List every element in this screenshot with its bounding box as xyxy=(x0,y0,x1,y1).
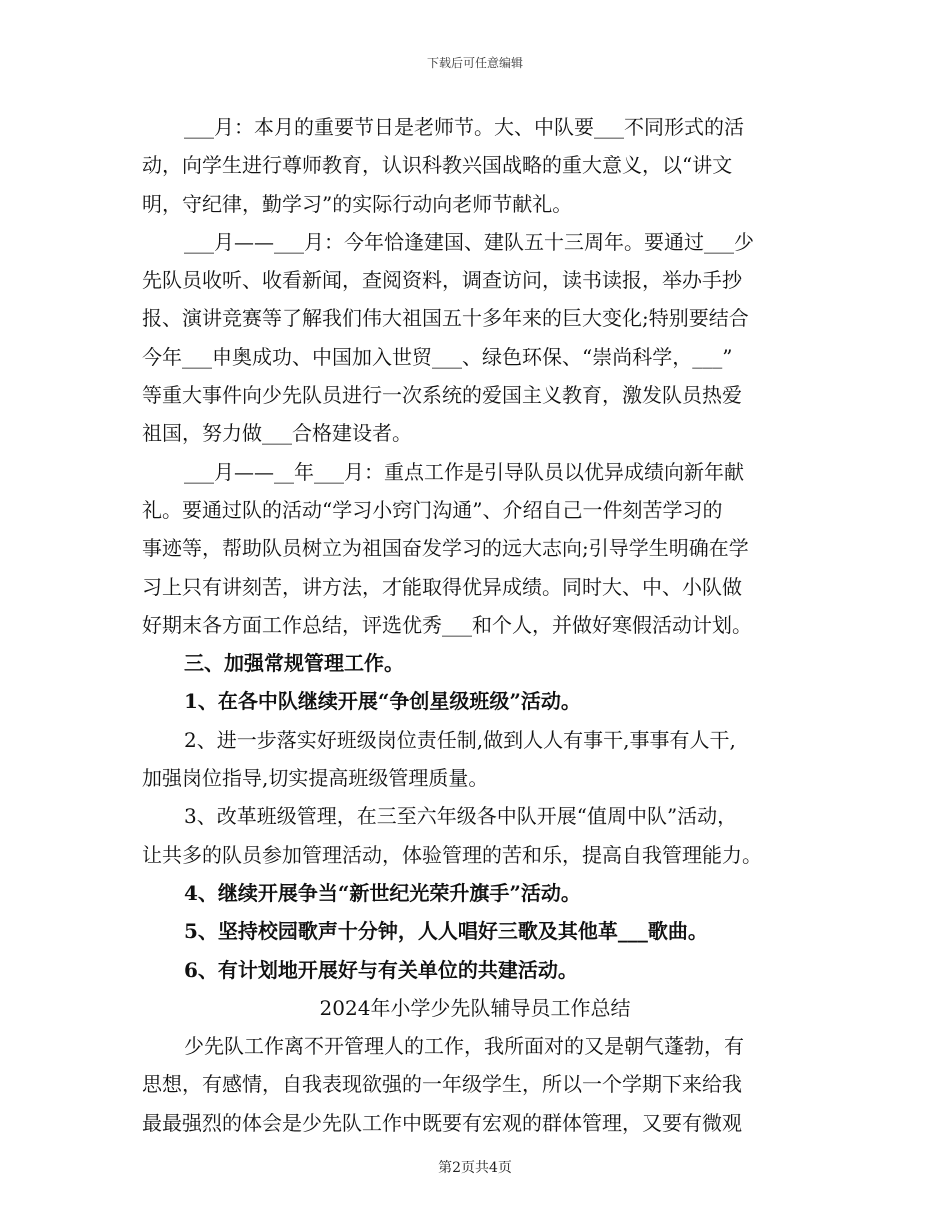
text-line: 事迹等，帮助队员树立为祖国奋发学习的远大志向;引导学生明确在学 xyxy=(142,536,749,561)
text-line: 今年___申奥成功、中国加入世贸___、绿色环保、“崇尚科学，___” xyxy=(142,344,733,369)
text-line: 2、进一步落实好班级岗位责任制,做到人人有事干,事事有人干, xyxy=(184,727,736,752)
text-line: 好期末各方面工作总结，评选优秀___和个人，并做好寒假活动计划。 xyxy=(142,612,752,637)
text-line: ___月：本月的重要节日是老师节。大、中队要___不同形式的活 xyxy=(184,115,744,139)
text-line: 加强岗位指导,切实提高班级管理质量。 xyxy=(142,766,489,791)
text-line: 让共多的队员参加管理活动，体验管理的苦和乐，提高自我管理能力。 xyxy=(142,842,762,867)
text-line: ___月——__年___月：重点工作是引导队员以优异成绩向新年献 xyxy=(184,459,744,484)
document-body xyxy=(142,108,808,1142)
text-line: 报、演讲竞赛等了解我们伟大祖国五十多年来的巨大变化;特别要结合 xyxy=(142,306,749,331)
text-line: 3、改革班级管理，在三至六年级各中队开展“值周中队”活动， xyxy=(184,804,738,829)
page-header: 下载后可任意编辑 xyxy=(426,56,523,70)
text-line: 少先队工作离不开管理人的工作，我所面对的又是朝气蓬勃，有 xyxy=(184,1034,744,1059)
section-title: 2024年小学少先队辅导员工作总结 xyxy=(319,995,631,1020)
text-line: 习上只有讲刻苦，讲方法，才能取得优异成绩。同时大、中、小队做 xyxy=(142,574,742,599)
text-line: 三、加强常规管理工作。 xyxy=(184,651,404,676)
text-line: 礼。要通过队的活动“学习小窍门沟通”、介绍自己一件刻苦学习的 xyxy=(142,497,723,522)
page-footer: 第2页共4页 xyxy=(438,1160,512,1176)
text-line: 动，向学生进行尊师教育，认识科教兴国战略的重大意义，以“讲文 xyxy=(142,153,733,178)
text-line: 4、继续开展争当“新世纪光荣升旗手”活动。 xyxy=(184,880,581,905)
text-line: 5、坚持校园歌声十分钟，人人唱好三歌及其他革___歌曲。 xyxy=(184,919,708,944)
text-line: 先队员收听、收看新闻，查阅资料，调查访问，读书读报，举办手抄 xyxy=(142,268,742,293)
text-line: 6、有计划地开展好与有关单位的共建活动。 xyxy=(184,957,578,982)
text-line: 1、在各中队继续开展“争创星级班级”活动。 xyxy=(184,689,581,714)
text-line: 等重大事件向少先队员进行一次系统的爱国主义教育，激发队员热爱 xyxy=(142,383,742,408)
text-line: 祖国，努力做___合格建设者。 xyxy=(142,421,412,446)
text-line: 明，守纪律，勤学习”的实际行动向老师节献礼。 xyxy=(142,191,573,216)
text-line: 最最强烈的体会是少先队工作中既要有宏观的群体管理，又要有微观 xyxy=(142,1110,742,1135)
text-line: ___月——___月：今年恰逢建国、建队五十三周年。要通过___少 xyxy=(184,229,754,254)
text-line: 思想，有感情，自我表现欲强的一年级学生，所以一个学期下来给我 xyxy=(142,1072,742,1097)
